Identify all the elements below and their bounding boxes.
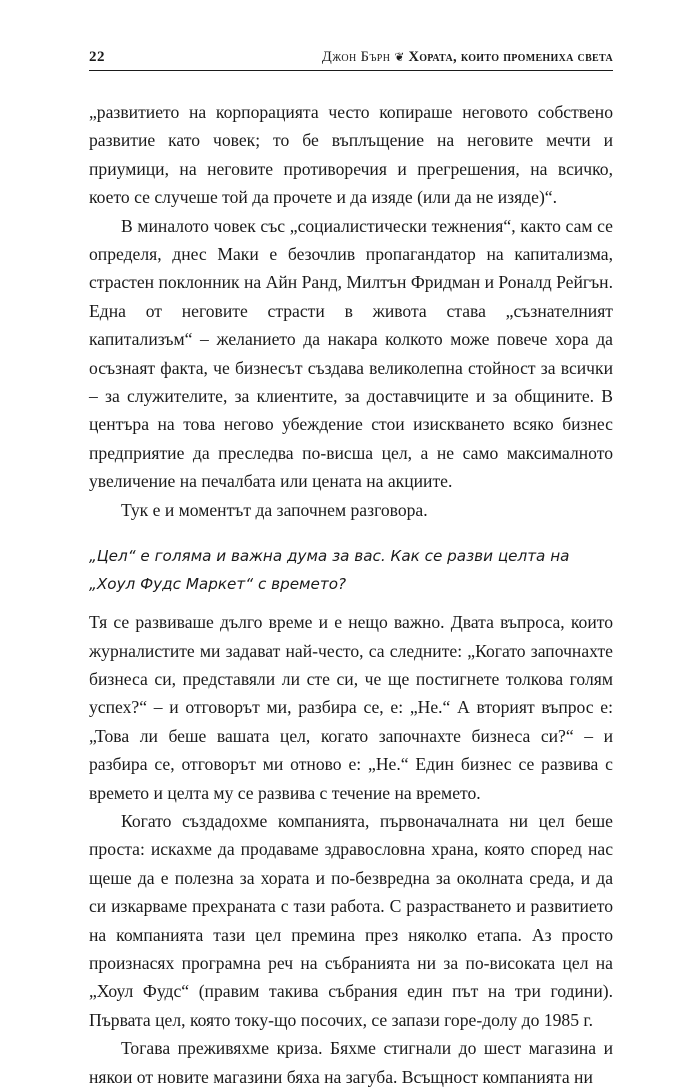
page-number: 22 [89, 49, 105, 65]
paragraph: В миналото човек със „социалистически тежнения“, както сам се определя, днес Маки е безочлив пропагандатор на капитализма, страстен поклонник на Айн Ранд, Милтън Фридман и Роналд Рейгън. Една от неговите страсти в живота става „съзнателният капитализъм“ – желанието да накара колкото може повече хора да осъзнаят факта, че бизнесът създава великолепна стойност за всички – за служителите, за клиентите, за доставчиците и за общините. В центъра на това негово убеждение стои изискването всяко бизнес предприятие да преследва по-висша цел, а не само максималното увеличение на печалбата или цената на акциите. [89, 215, 613, 492]
paragraph: Тук е и моментът да започнем разговора. [121, 499, 428, 520]
header-rule [89, 70, 613, 71]
header-title-block [322, 49, 613, 66]
answer-paragraph: Тогава преживяхме криза. Бяхме стигнали до шест магазина и някои от новите магазини бяха на загуба. Всъщност компанията ни [89, 1038, 613, 1087]
answer-paragraph: Когато създадохме компанията, първоначалната ни цел беше проста: искахме да продаваме здравословна храна, която според нас щеше да е полезна за хората и по-безвредна за околната среда, и да си изкарваме прехраната с тази работа. С разрастването и развитието на компанията тази цел премина през няколко етапа. Аз просто произнасях програмна реч на събранията ни за по-високата цел на „Хоул Фудс“ (правим такива събрания един път на три години). Първата цел, която току-що посочих, се запази горе-долу до 1985 г. [89, 810, 613, 1030]
interview-question: „Цел“ е голяма и важна дума за вас. Как се разви целта на „Хоул Фудс Маркет“ с времето? [89, 547, 570, 594]
running-header [89, 42, 613, 66]
paragraph-continued: „развитието на корпорацията често копираше неговото собствено развитие като човек; то бе въплъщение на неговите мечти и приумици, на неговите противоречия и прегрешения, на всичко, което се случеше той да прочете и да изяде (или да не изяде)“. [89, 102, 613, 208]
header-separator-ornament: ❦ [394, 50, 405, 64]
header-book-title: Хората, които промениха света [408, 49, 613, 65]
body-text [89, 98, 613, 1091]
answer-paragraph: Тя се развиваше дълго време и е нещо важно. Двата въпроса, които журналистите ми задават най-често, са следните: „Когато започнахте бизнеса си, представяли ли сте си, че ще постигнете толкова голям успех?“ – и отговорът ми, разбира се, е: „Не.“ А вторият въпрос е: „Това ли беше вашата цел, когато започнахте бизнеса си?“ – и разбира се, отговорът ми отново е: „Не.“ Един бизнес се развива с времето и целта му се развива с течение на времето. [89, 612, 613, 803]
header-author: Джон Бърн [321, 49, 391, 65]
